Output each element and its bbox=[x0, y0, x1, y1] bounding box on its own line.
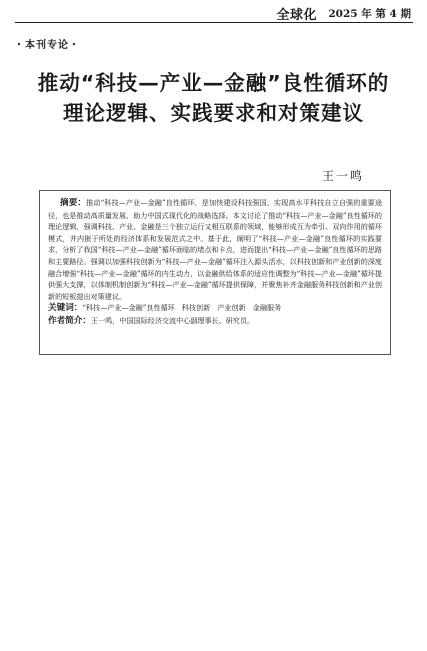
abstract-label: 摘要： bbox=[60, 198, 87, 208]
author-bio-row bbox=[48, 315, 382, 328]
article-title-line-1: 推动“科技—产业—金融”良性循环的 bbox=[37, 71, 390, 95]
keywords-text: “科技—产业—金融”良性循环 科技创新 产业创新 金融服务 bbox=[82, 303, 282, 313]
journal-name: 全球化 bbox=[276, 8, 317, 23]
keywords-row bbox=[48, 302, 382, 315]
issue-number: 2025 年 第 4 期 bbox=[328, 8, 411, 20]
author-bio-text: 王一鸣，中国国际经济交流中心副理事长、研究员。 bbox=[90, 315, 255, 325]
author-name: 王一鸣 bbox=[321, 169, 364, 183]
abstract-text: 推动“科技—产业—金融”良性循环，是加快建设科技强国、实现高水平科技自立自强的重要途径，也是推动高质量发展、助力中国式现代化的战略选择。本文讨论了推动“科技—产业—金融”良性循环的理论逻辑，强调科技、产业、金融是三个独立运行又相互联系的领域，能够形成互为牵引、双向作用的循环模式，并内嵌于所处的经济体系和发展范式之中。基于此，阐明了“科技—产业—金融”良性循环的实践要求，分析了我国“科技—产业—金融”循环面临的堵点和卡点，进而提出“科技—产业—金融”良性循环的思路和主要路径。强调以加强科技创新为“科技—产业—金融”循环注入源头活水，以科技创新和产业创新的深度融合增强“科技—产业—金融”循环的内生动力，以金融供给体系的适应性调整为“科技—产业—金融”循环提供强大支撑，以体制机制创新为“科技—产业—金融”循环提供保障，并聚焦补齐金融服务科技创新和产业创新的短板提出对策建议。 bbox=[48, 198, 382, 301]
abstract-paragraph bbox=[48, 197, 382, 302]
author-bio-label: 作者简介： bbox=[48, 315, 91, 326]
article-title-line-2: 理论逻辑、实践要求和对策建议 bbox=[63, 101, 364, 125]
header-rule bbox=[15, 22, 413, 23]
abstract-box bbox=[39, 190, 391, 355]
keywords-label: 关键词： bbox=[48, 303, 83, 314]
column-tag: ・本刊专论・ bbox=[14, 40, 80, 51]
